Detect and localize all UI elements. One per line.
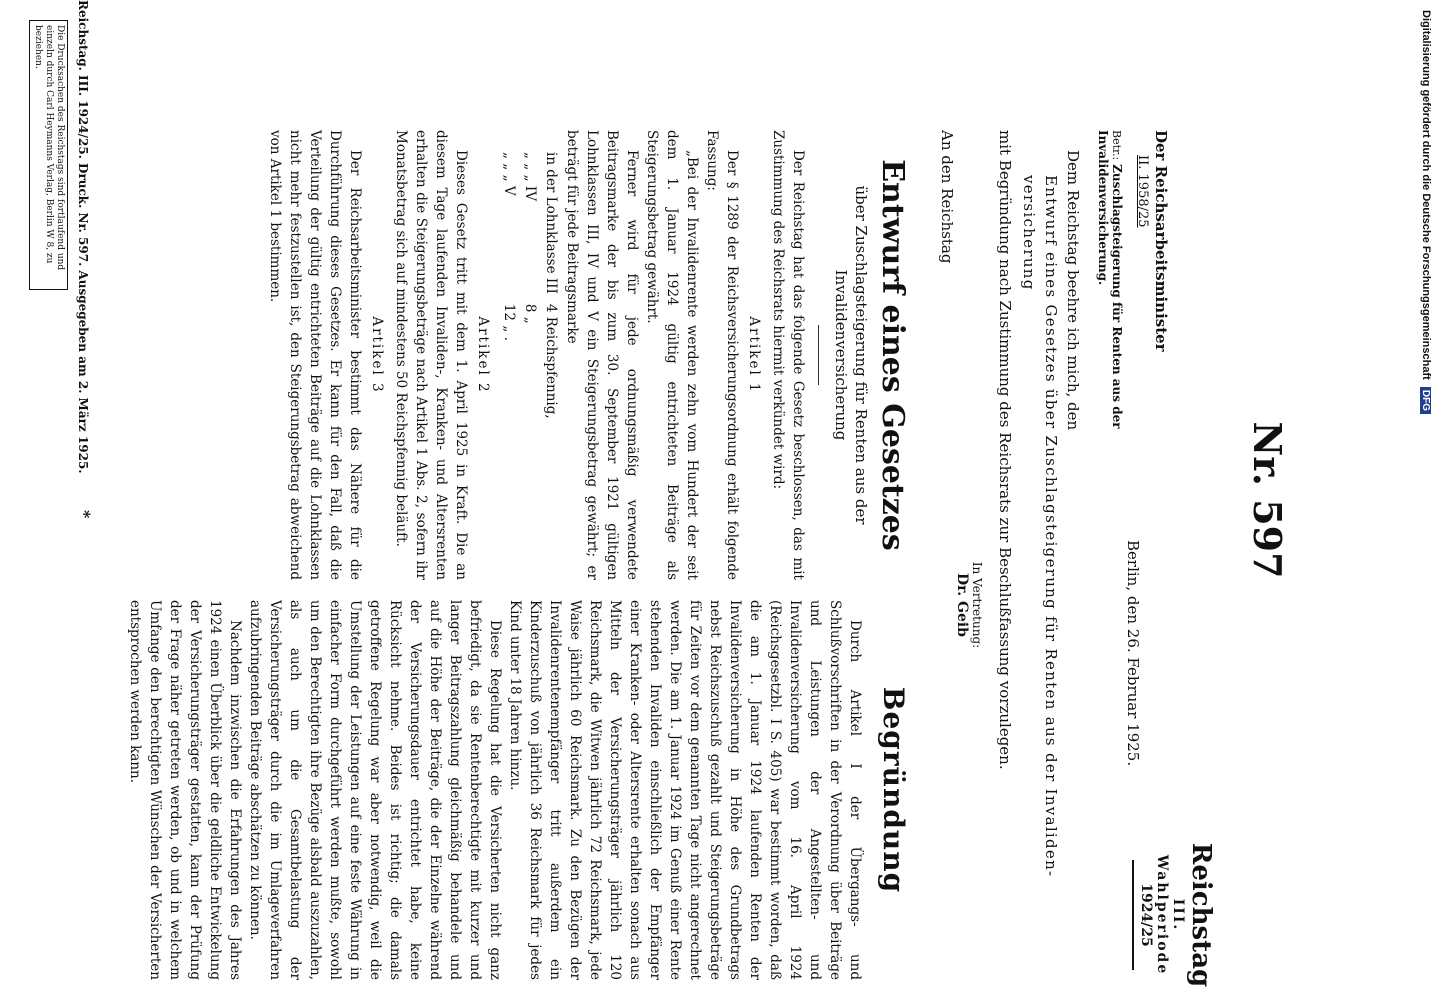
article-text: Dieses Gesetz tritt mit dem 1. April 1925 in Kraft. Die an diesem Tage laufenden Invaliden-, Kranken- und Altersrenten erhalten die Steigerungsbeträge nach Artikel 1 Abs. 2, sofern ihr Monatsbetrag sich auf mindestens 50 Reichspfennig beläuft. [393,130,469,580]
justification-paragraph: Diese Regelung hat die Versicherten nicht ganz befriedigt, da sie Rentenberechtigte mit kurzer und langer Beitragszahlung gleichmäßig behandele und auf die Höhe der Beiträge, die der Einzelne während der Versicherungsdauer entrichtet habe, keine Rücksicht nehme. Beides ist richtig; die damals getroffene Regelung war aber notwendig, weil die Umstellung der Leistungen auf eine feste Währung in einfacher Form durchgeführt werden mußte, sowohl um den Berechtigten ihre Bezüge alsbald auszuzahlen, als auch um die Gesamtbelastung der Versicherungsträger durch die im Umlageverfahren aufzubringenden Beiträge abschätzen zu können. [247,600,503,980]
signature-label: In Vertretung: [970,561,984,649]
justification-paragraph: Durch Artikel I der Übergangs- und Schlußvorschriften in der Verordnung über Beiträge und Leistungen der Angestellten- und Invalidenversicherung vom 16. April 1924 (Reichsgesetzbl. I S. 405) war bestimmt worden, daß die am 1. Januar 1924 laufenden Renten der Invalidenversicherung in Höhe des Grundbetrags nebst Reichszuschuß gezahlt und Steigerungsbeträge für Zeiten vor dem genannten Tage nicht angerechnet werden. Die am 1. Januar 1924 im Genuß einer Rente stehenden Invaliden einschließlich der Empfänger einer Kranken- oder Altersrente erhalten sonach aus Mitteln der Versicherungsträger jährlich 120 Reichsmark, die Witwen jährlich 72 Reichsmark, jede Waise jährlich 60 Reichsmark. Zu den Bezügen der Invalidenrentenempfänger tritt außerdem ein Kinderzuschuß von jährlich 36 Reichsmark für jedes Kind unter 18 Jahren hinzu. [507,600,863,980]
digitization-note [1418,10,1432,411]
divider [818,325,819,385]
letter-text-line: Entwurf eines Gesetzes über Zuschlagsteigerung für Renten aus der Invaliden- [1042,175,1060,878]
printer-note: Die Drucksachen des Reichstags sind fortlaufend und einzeln durch Carl Heymanns Verlag, Berlin W 8, zu beziehen. [29,20,68,290]
footer-star: * [75,510,94,519]
subject-label: Betr.: [1110,130,1123,161]
justification-paragraph: Nachdem inzwischen die Erfahrungen des Jahres 1924 einen Überblick über die geldliche Entwickelung der Versicherungsträger gestatten, kann der Prüfung der Frage näher getreten werden, ob und in welchem Umfange den berechtigten Wünschen der Versicherten entsprochen werden kann. [127,600,243,980]
letter-text-line: Dem Reichstag beehre ich mich, den [1064,150,1082,431]
subject-line [1096,130,1124,460]
article-heading: Artikel 3 [369,316,385,394]
letter-text-line: mit Begründung nach Zustimmung des Reichsrats zur Beschlußfassung vorzulegen. [996,130,1014,770]
table-row [520,152,539,427]
document-number: Nr. 597 [1245,421,1290,579]
article-heading: Artikel 1 [746,316,762,394]
article-heading: Artikel 2 [475,316,491,394]
addressee: An den Reichstag [938,130,956,264]
justification-title: Begründung [877,686,910,894]
table-row [541,152,560,427]
table-cell: 12 „ . [501,303,517,341]
draft-law-column [265,130,910,580]
table-row [499,152,518,427]
dfg-logo: DFG [1420,387,1431,414]
letter-text-line: versicherung [1020,175,1038,291]
subject-text: Zuschlagsteigerung für Renten aus der Invalidenversicherung. [1096,130,1124,429]
article-text: „Bei der Invalidenrente werden zehn vom Hundert der seit dem 1. Januar 1924 gültig entrichteten Beiträge als Steigerungsbetrag gewährt. [644,130,700,580]
draft-law-subtitle: über Zuschlagsteigerung für Renten aus der Invalidenversicherung [832,185,870,525]
article-text: Ferner wird für jede ordnungsmäßig verwendete Beitragsmarke der bis zum 30. September 1921 gültigen Lohnklassen III, IV und V ein Steigerungsbetrag gewährt; er beträgt für jede Beitragsmarke [564,130,640,580]
wahlperiode-label: III. Wahlperiode [1154,854,1186,976]
table-cell: „ „ „ V [501,152,517,196]
article-text: Der Reichsarbeitsminister bestimmt das Nähere für die Durchführung dieses Gesetzes. Er kann für den Fall, daß die Verteilung der gültig entrichteten Beiträge auf die Lohnklassen nicht mehr festzustellen ist, den Steigerungsbetrag abweichend von Artikel 1 bestimmen. [267,130,363,580]
table-cell: „ „ „ IV [522,152,538,201]
article-text: Der § 1289 der Reichsversicherungsordnung erhält folgende Fassung: [704,130,740,580]
reichstag-title: Reichstag [1186,842,1216,988]
sender-title: Der Reichsarbeitsminister [1152,130,1170,352]
table-cell: 8 „ [522,303,538,324]
justification-column [125,600,910,980]
document-page [20,0,1300,1000]
footer-source: Reichstag. III. 1924/25. Druck. Nr. 597. Ausgegeben am 2. März 1925. [76,0,90,474]
draft-law-intro: Der Reichstag hat das folgende Gesetz beschlossen, das mit Zustimmung des Reichsrats hiermit verkündet wird: [770,130,806,580]
signature-name: Dr. Geib [954,573,970,637]
header-rule [1132,860,1134,970]
draft-law-title: Entwurf eines Gesetzes [875,159,910,551]
signature-block [954,510,984,700]
reference-number: II. 1958/25 [1135,155,1150,228]
reichstag-header [1132,840,1216,990]
table-cell: 4 Reichspfennig, [543,303,559,419]
period-years: 1924/25 [1138,883,1154,947]
pfennig-table [497,150,562,429]
digitization-text: Digitalisierung gefördert durch die Deutsche Forschungsgemeinschaft [1420,10,1432,380]
letter-date: Berlin, den 26. Februar 1925. [1124,540,1142,767]
table-cell: in der Lohnklasse III [543,152,559,294]
